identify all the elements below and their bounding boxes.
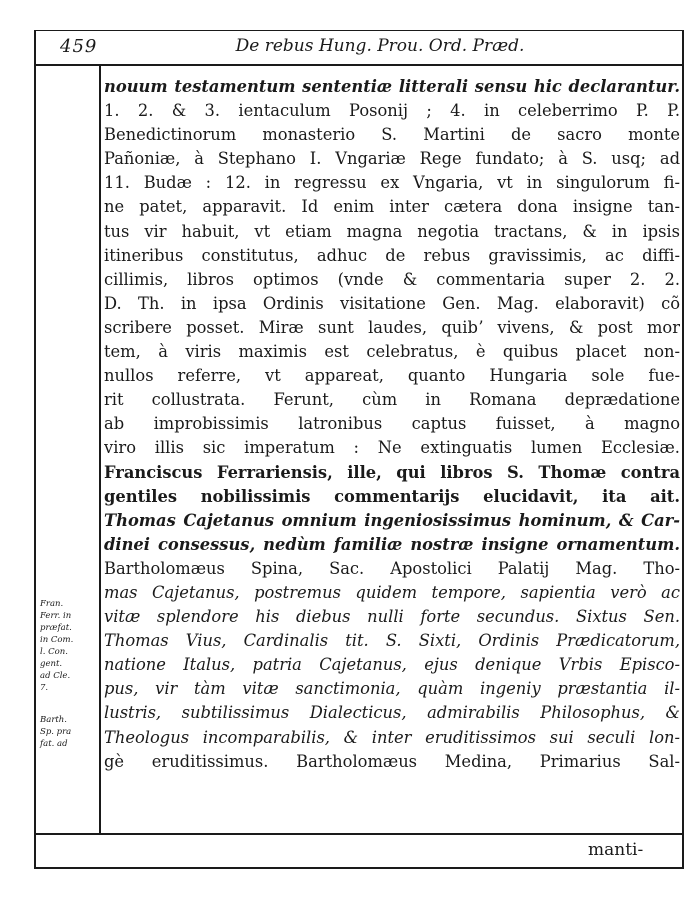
text-line: rit collustrata. Ferunt, cùm in Romana deprædatione [104,390,680,410]
text-line: itineribus constitutus, adhuc de rebus gravissimis, ac diffi- [104,245,680,265]
text-line: gè eruditissimus. Bartholomæus Medina, Primarius Sal- [104,751,680,771]
text-line: tem, à viris maximis est celebratus, è quibus placet non- [104,342,680,362]
text-line: Theologus incomparabilis, & inter eruditissimos sui seculi lon- [104,727,680,747]
text-line: vitæ splendore his diebus nulli forte secundus. Sixtus Sen. [104,607,680,627]
text-line: Thomas Cajetanus omnium ingeniosissimus hominum, & Car- [104,510,680,530]
outer-right-rule [682,30,684,868]
text-line: D. Th. in ipsa Ordinis visitatione Gen. Mag. elaboravit) cõ [104,293,680,313]
header-bottom-rule [34,64,684,66]
text-line: gentiles nobilissimis commentarijs elucidavit, ita ait. [104,486,680,506]
footer-top-rule [34,833,684,835]
text-line: 1. 2. & 3. ientaculum Posonij ; 4. in celeberrimo P. P. [104,101,680,121]
margin-notes [40,598,98,770]
running-title: De rebus Hung. Prou. Ord. Præd. [235,36,525,56]
text-line: cillimis, libros optimos (vnde & commentaria super 2. 2. [104,269,680,289]
column-divider-rule [99,64,101,834]
text-line: pus, vir tàm vitæ sanctimonia, quàm ingeniy præstantia il- [104,679,680,699]
text-line: natione Italus, patria Cajetanus, ejus denique Vrbis Episco- [104,655,680,675]
text-line: dinei consessus, nedùm familiæ nostræ insigne ornamentum. [104,534,680,554]
text-line: 11. Budæ : 12. in regressu ex Vngaria, vt in singulorum fi- [104,173,680,193]
text-line: lustris, subtilissimus Dialecticus, admirabilis Philosophus, & [104,703,680,723]
outer-left-rule [34,30,36,868]
text-line: nouum testamentum sententiæ litterali sensu hic declarantur. [104,77,680,96]
catchword: manti- [588,840,644,860]
main-text-block [104,75,680,774]
text-line: Benedictinorum monasterio S. Martini de sacro monte [104,125,680,145]
text-line: Pañoniæ, à Stephano I. Vngariæ Rege fundato; à S. usq; ad [104,149,680,169]
text-line: scribere posset. Miræ sunt laudes, quibʼ vivens, & post mor [104,317,680,337]
text-line: viro illis sic imperatum : Ne extinguatis lumen Ecclesiæ. [104,438,680,458]
text-line: Thomas Vius, Cardinalis tit. S. Sixti, Ordinis Prædicatorum, [104,631,680,651]
text-line: ab improbissimis latronibus captus fuisset, à magno [104,414,680,434]
margin-note-spina: Barth. Sp. pra fat. ad [40,715,72,749]
footer-bottom-rule [34,867,684,869]
margin-note-ferrariensis: Fran. Ferr. in præfat. in Com. l. Con. gent. ad Cle. 7. [40,599,74,693]
text-line: Bartholomæus Spina, Sac. Apostolici Palatij Mag. Tho- [104,558,680,578]
text-line: tus vir habuit, vt etiam magna negotia tractans, & in ipsis [104,221,680,241]
text-line: Franciscus Ferrariensis, ille, qui libros S. Thomæ contra [104,462,680,482]
text-line: nullos referre, vt appareat, quanto Hungaria sole fue- [104,366,680,386]
header-top-rule [34,30,684,31]
text-line: ne patet, apparavit. Id enim inter cætera dona insigne tan- [104,197,680,217]
page-number: 459 [60,36,98,57]
text-line: mas Cajetanus, postremus quidem tempore, sapientia verò ac [104,582,680,602]
